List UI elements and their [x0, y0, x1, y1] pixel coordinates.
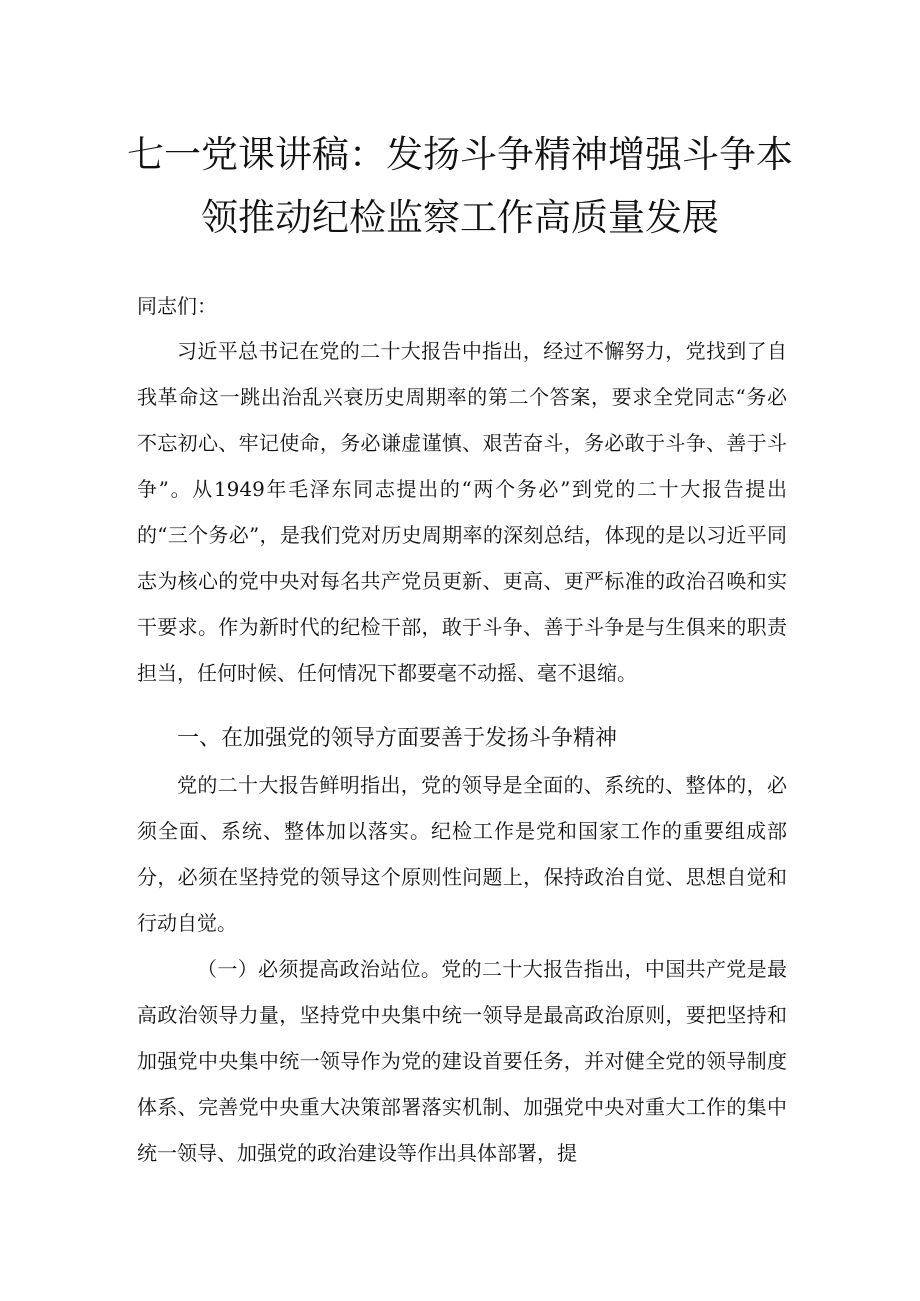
document-title-line-2: 领推动纪检监察工作高质量发展	[201, 196, 719, 239]
paragraph-intro: 习近平总书记在党的二十大报告中指出，经过不懈努力，党找到了自我革命这一跳出治乱兴衰历史周期率的第二个答案，要求全党同志“务必不忘初心、牢记使命，务必谦虚谨慎、艰苦奋斗，务必敢于斗争、善于斗争”。从1949年毛泽东同志提出的“两个务必”到党的二十大报告提出的“三个务必”，是我们党对历史周期率的深刻总结，体现的是以习近平同志为核心的党中央对每名共产党员更新、更高、更严标准的政治召唤和实干要求。作为新时代的纪检干部，敢于斗争、善于斗争是与生俱来的职责担当，任何时候、任何情况下都要毫不动摇、毫不退缩。	[137, 339, 787, 685]
paragraph-section-1: 党的二十大报告鲜明指出，党的领导是全面的、系统的、整体的，必须全面、系统、整体加以落实。纪检工作是党和国家工作的重要组成部分，必须在坚持党的领导这个原则性问题上，保持政治自觉、思想自觉和行动自觉。	[137, 773, 787, 935]
salutation: 同志们：	[137, 294, 217, 318]
paragraph-subsection-1: （一）必须提高政治站位。党的二十大报告指出，中国共产党是最高政治领导力量，坚持党中央集中统一领导是最高政治原则，要把坚持和加强党中央集中统一领导作为党的建设首要任务，并对健全党的领导制度体系、完善党中央重大决策部署落实机制、加强党中央对重大工作的集中统一领导、加强党的政治建设等作出具体部署，提	[137, 957, 787, 1165]
section-heading-1: 一、在加强党的领导方面要善于发扬斗争精神	[177, 726, 618, 751]
document-title-line-1: 七一党课讲稿：发扬斗争精神增强斗争本	[127, 133, 793, 176]
